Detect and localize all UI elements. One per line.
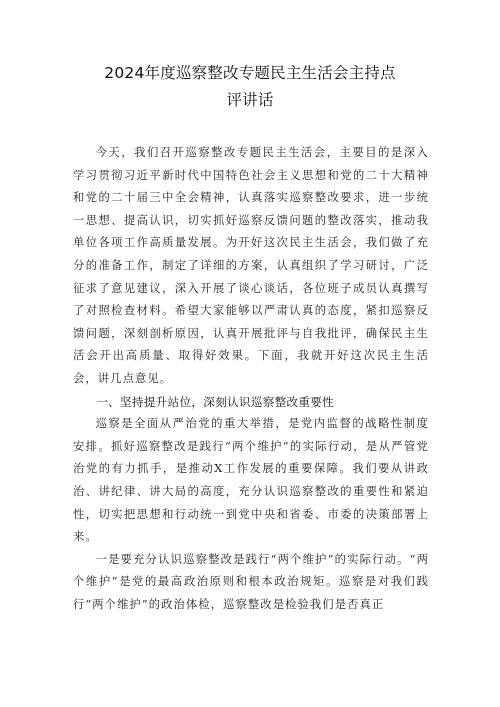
section-heading: 一、坚持提升站位，深刻认识巡察整改重要性	[96, 394, 335, 409]
document-body	[73, 142, 429, 616]
intro-paragraph: 今天，我们召开巡察整改专题民主生活会，主要目的是深入学习贯彻习近平新时代中国特色社会主义思想和党的二十大精神和党的二十届三中全会精神，认真落实巡察整改要求，进一步统一思想、提高认识，切实抓好巡察反馈问题的整改落实，推动我单位各项工作高质量发展。为开好这次民主生活会，我们做了充分的准备工作，制定了详细的方案，认真组织了学习研讨，广泛征求了意见建议，深入开展了谈心谈话，各位班子成员认真撰写了对照检查材料。希望大家能够以严肃认真的态度，紧扣巡察反馈问题，深刻剖析原因，认真开展批评与自我批评，确保民主生活会开出高质量、取得好效果。下面，我就开好这次民主生活会，讲几点意见。	[73, 146, 429, 385]
document-title-line1: 2024年度巡察整改专题民主生活会主持点	[104, 64, 396, 82]
section-paragraph-1: 巡察是全面从严治党的重大举措，是党内监督的战略性制度安排。抓好巡察整改是践行“两个维护”的实际行动，是从严管党治党的有力抓手，是推动X工作发展的重要保障。我们要从讲政治、讲纪律、讲大局的高度，充分认识巡察整改的重要性和紧迫性，切实把思想和行动统一到党中央和省委、市委的决策部署上来。	[73, 417, 429, 544]
document-title-line2: 评讲话	[226, 91, 274, 109]
section-paragraph-2: 一是要充分认识巡察整改是践行“两个维护”的实际行动。“两个维护”是党的最高政治原则和根本政治规矩。巡察是对我们践行“两个维护”的政治体检，巡察整改是检验我们是否真正	[73, 552, 429, 611]
